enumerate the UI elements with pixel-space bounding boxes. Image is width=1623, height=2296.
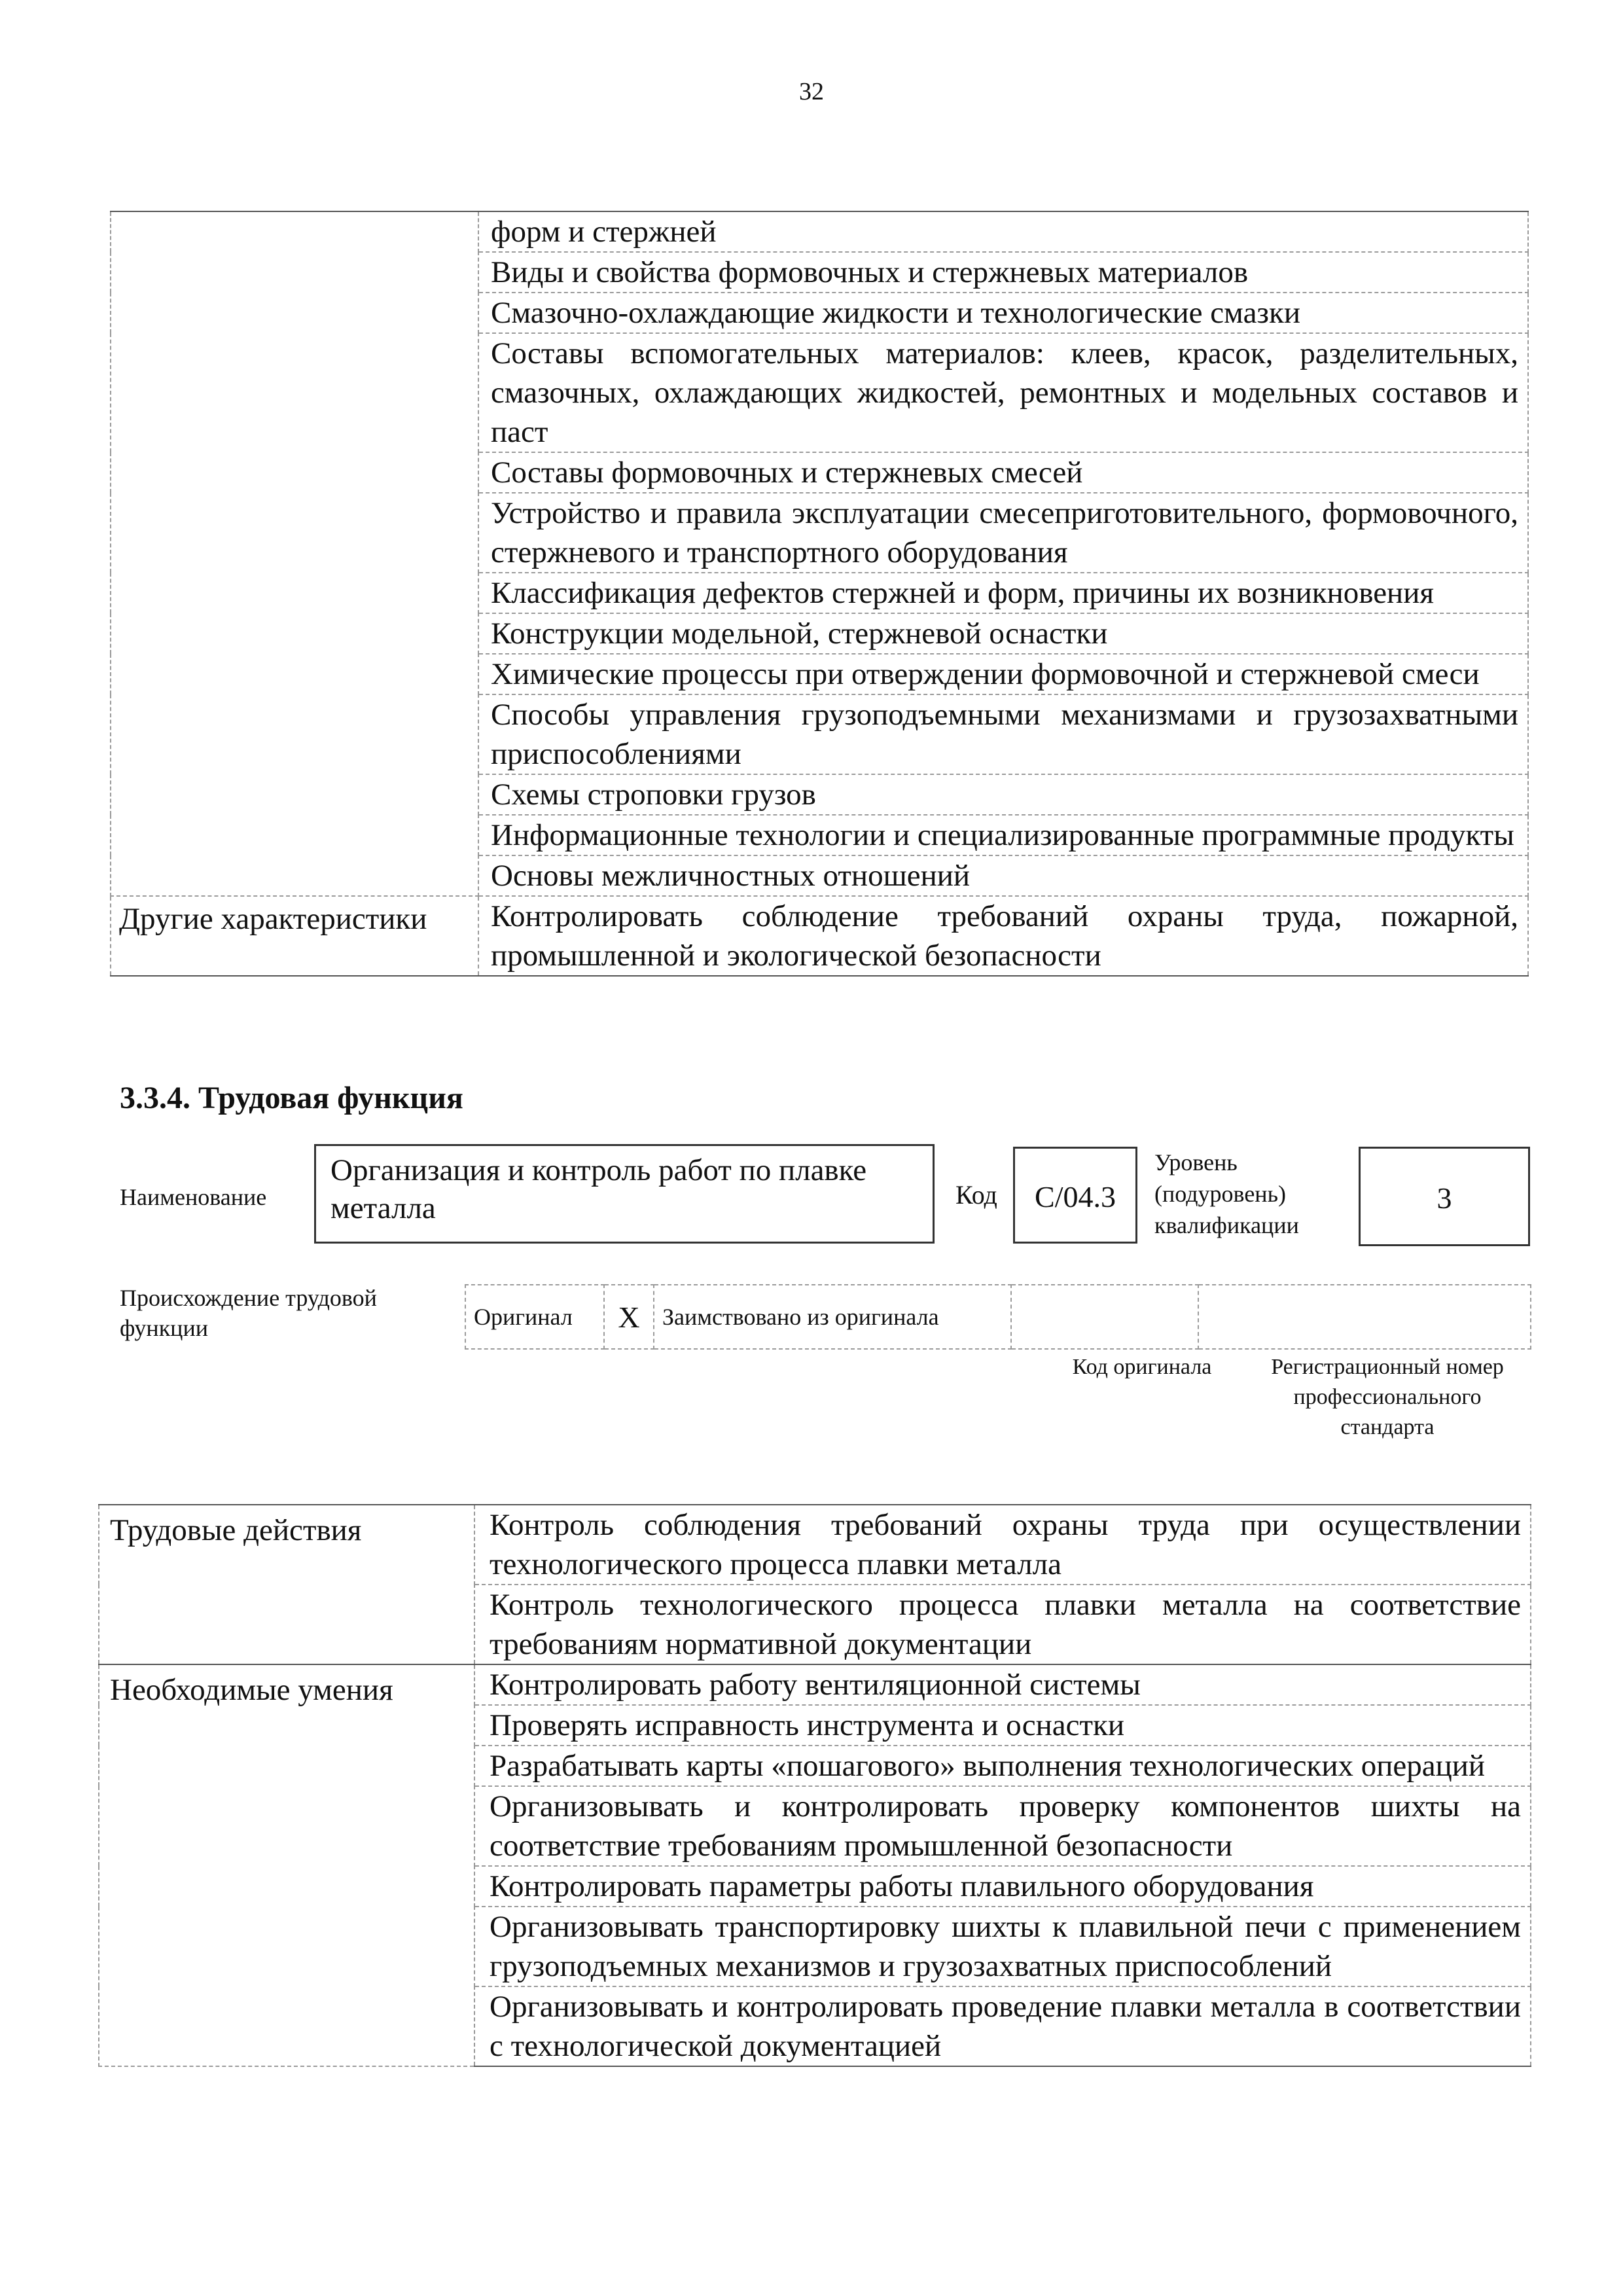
origin-original-cell: Оригинал — [465, 1285, 604, 1349]
knowledge-item: форм и стержней — [478, 211, 1528, 252]
skill-item: Организовывать и контролировать проверку компонентов шихты на соответствие требованиям промышленной безопасности — [474, 1786, 1531, 1866]
skill-item: Проверять исправность инструмента и оснастки — [474, 1705, 1531, 1746]
skill-item: Организовывать транспортировку шихты к плавильной печи с применением грузоподъемных механизмов и грузозахватных приспособлений — [474, 1907, 1531, 1986]
knowledge-item: Устройство и правила эксплуатации смесеприготовительного, формовочного, стержневого и транспортного оборудования — [478, 493, 1528, 573]
origin-mark: X — [604, 1285, 654, 1349]
knowledge-item: Смазочно-охлаждающие жидкости и технологические смазки — [478, 293, 1528, 333]
labor-action-item: Контроль технологического процесса плавки металла на соответствие требованиям нормативной документации — [474, 1585, 1531, 1664]
knowledge-item: Основы межличностных отношений — [478, 855, 1528, 896]
level-label: Уровень (подуровень) квалификации — [1154, 1149, 1299, 1238]
other-characteristics-text: Контролировать соблюдение требований охраны труда, пожарной, промышленной и экологической безопасности — [478, 896, 1528, 976]
skill-item: Контролировать параметры работы плавильного оборудования — [474, 1866, 1531, 1907]
registration-number-caption: Регистрационный номер профессионального стандарта — [1271, 1355, 1504, 1439]
labor-function-table — [98, 1504, 1531, 2067]
original-code-cell — [1011, 1285, 1198, 1349]
knowledge-label-cell — [111, 211, 478, 896]
labor-actions-label: Трудовые действия — [99, 1505, 474, 1664]
level-value-box: 3 — [1359, 1147, 1530, 1246]
knowledge-item: Классификация дефектов стержней и форм, причины их возникновения — [478, 573, 1528, 613]
origin-borrowed-cell: Заимствовано из оригинала — [654, 1285, 1011, 1349]
knowledge-item: Химические процессы при отверждении формовочной и стержневой смеси — [478, 654, 1528, 694]
skill-item: Разрабатывать карты «пошагового» выполнения технологических операций — [474, 1746, 1531, 1786]
section-title: 3.3.4. Трудовая функция — [120, 1081, 463, 1115]
knowledge-item: Составы вспомогательных материалов: клеев, красок, разделительных, смазочных, охлаждающих жидкостей, ремонтных и модельных составов и паст — [478, 333, 1528, 452]
original-code-caption: Код оригинала — [1072, 1355, 1212, 1379]
knowledge-item: Конструкции модельной, стержневой оснастки — [478, 613, 1528, 654]
required-skills-label: Необходимые умения — [99, 1664, 474, 2066]
function-name-box: Организация и контроль работ по плавке металла — [314, 1144, 935, 1244]
skill-item: Контролировать работу вентиляционной системы — [474, 1664, 1531, 1705]
registration-number-cell — [1198, 1285, 1531, 1349]
knowledge-item: Виды и свойства формовочных и стержневых материалов — [478, 252, 1528, 293]
knowledge-item: Способы управления грузоподъемными механизмами и грузозахватными приспособлениями — [478, 694, 1528, 774]
function-code-box: C/04.3 — [1013, 1147, 1137, 1244]
knowledge-item: Схемы строповки грузов — [478, 774, 1528, 815]
name-label: Наименование — [120, 1184, 267, 1210]
origin-table — [465, 1284, 1531, 1350]
knowledge-table-continuation — [110, 211, 1529, 977]
skill-item: Организовывать и контролировать проведение плавки металла в соответствии с технологической документацией — [474, 1986, 1531, 2066]
page-number: 32 — [799, 78, 824, 105]
other-characteristics-label: Другие характеристики — [111, 896, 478, 976]
knowledge-item: Информационные технологии и специализированные программные продукты — [478, 815, 1528, 855]
origin-label: Происхождение трудовой функции — [120, 1285, 377, 1341]
code-label: Код — [955, 1180, 997, 1210]
labor-action-item: Контроль соблюдения требований охраны труда при осуществлении технологического процесса плавки металла — [474, 1505, 1531, 1585]
knowledge-item: Составы формовочных и стержневых смесей — [478, 452, 1528, 493]
